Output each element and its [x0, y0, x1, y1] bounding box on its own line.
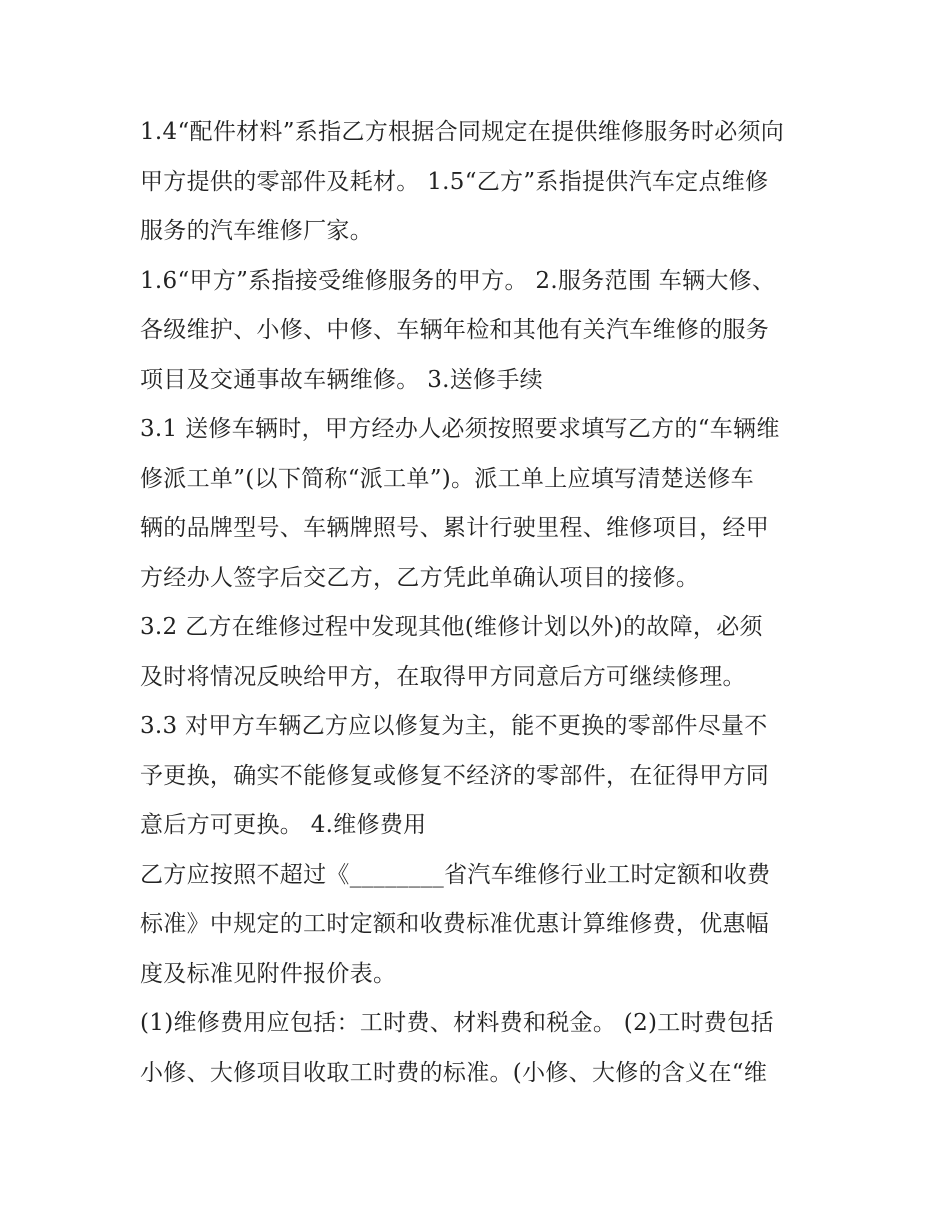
text-line: 予更换，确实不能修复或修复不经济的零部件，在征得甲方同: [140, 762, 770, 789]
text-line: 意后方可更换。 4.维修费用: [140, 812, 427, 838]
text-line: 标准》中规定的工时定额和收费标准优惠计算维修费，优惠幅: [140, 911, 770, 937]
text-line: 修派工单”(以下简称“派工单”)。派工单上应填写清楚送修车: [140, 465, 754, 492]
paragraph-3-1-repair-procedure: [140, 405, 820, 603]
text-line: 1.4“配件材料”系指乙方根据合同规定在提供维修服务时必须向: [140, 119, 785, 145]
paragraph-1-4-definitions: [140, 108, 820, 257]
paragraph-1-6-service-scope: [140, 257, 820, 406]
text-line: 服务的汽车维修厂家。: [140, 218, 373, 244]
text-line: 乙方应按照不超过《________省汽车维修行业工时定额和收费: [140, 861, 771, 888]
text-line: 1.6“甲方”系指接受维修服务的甲方。 2.服务范围 车辆大修、: [140, 267, 776, 294]
text-line: 3.1 送修车辆时，甲方经办人必须按照要求填写乙方的“车辆维: [140, 416, 780, 442]
paragraph-fee-standard: [140, 851, 820, 1000]
text-line: 小修、大修项目收取工时费的标准。(小修、大修的含义在“维: [140, 1059, 768, 1086]
text-line: 及时将情况反映给甲方，在取得甲方同意后方可继续修理。: [140, 663, 746, 690]
text-line: 方经办人签字后交乙方，乙方凭此单确认项目的接修。: [140, 564, 700, 591]
paragraph-3-2-fault-report: [140, 603, 820, 702]
paragraph-3-3-parts-replacement: [140, 702, 820, 851]
document-body: [140, 108, 820, 1098]
text-line: 辆的品牌型号、车辆牌照号、累计行驶里程、维修项目，经甲: [140, 515, 770, 541]
text-line: 甲方提供的零部件及耗材。 1.5“乙方”系指提供汽车定点维修: [140, 168, 769, 195]
paragraph-fee-composition: [140, 999, 820, 1098]
text-line: 项目及交通事故车辆维修。 3.送修手续: [140, 366, 543, 393]
text-line: 各级维护、小修、中修、车辆年检和其他有关汽车维修的服务: [140, 317, 770, 343]
text-line: 3.2 乙方在维修过程中发现其他(维修计划以外)的故障，必须: [140, 614, 763, 640]
text-line: 3.3 对甲方车辆乙方应以修复为主，能不更换的零部件尽量不: [140, 713, 768, 739]
text-line: (1)维修费用应包括：工时费、材料费和税金。 (2)工时费包括: [140, 1010, 774, 1036]
text-line: 度及标准见附件报价表。: [140, 960, 397, 987]
